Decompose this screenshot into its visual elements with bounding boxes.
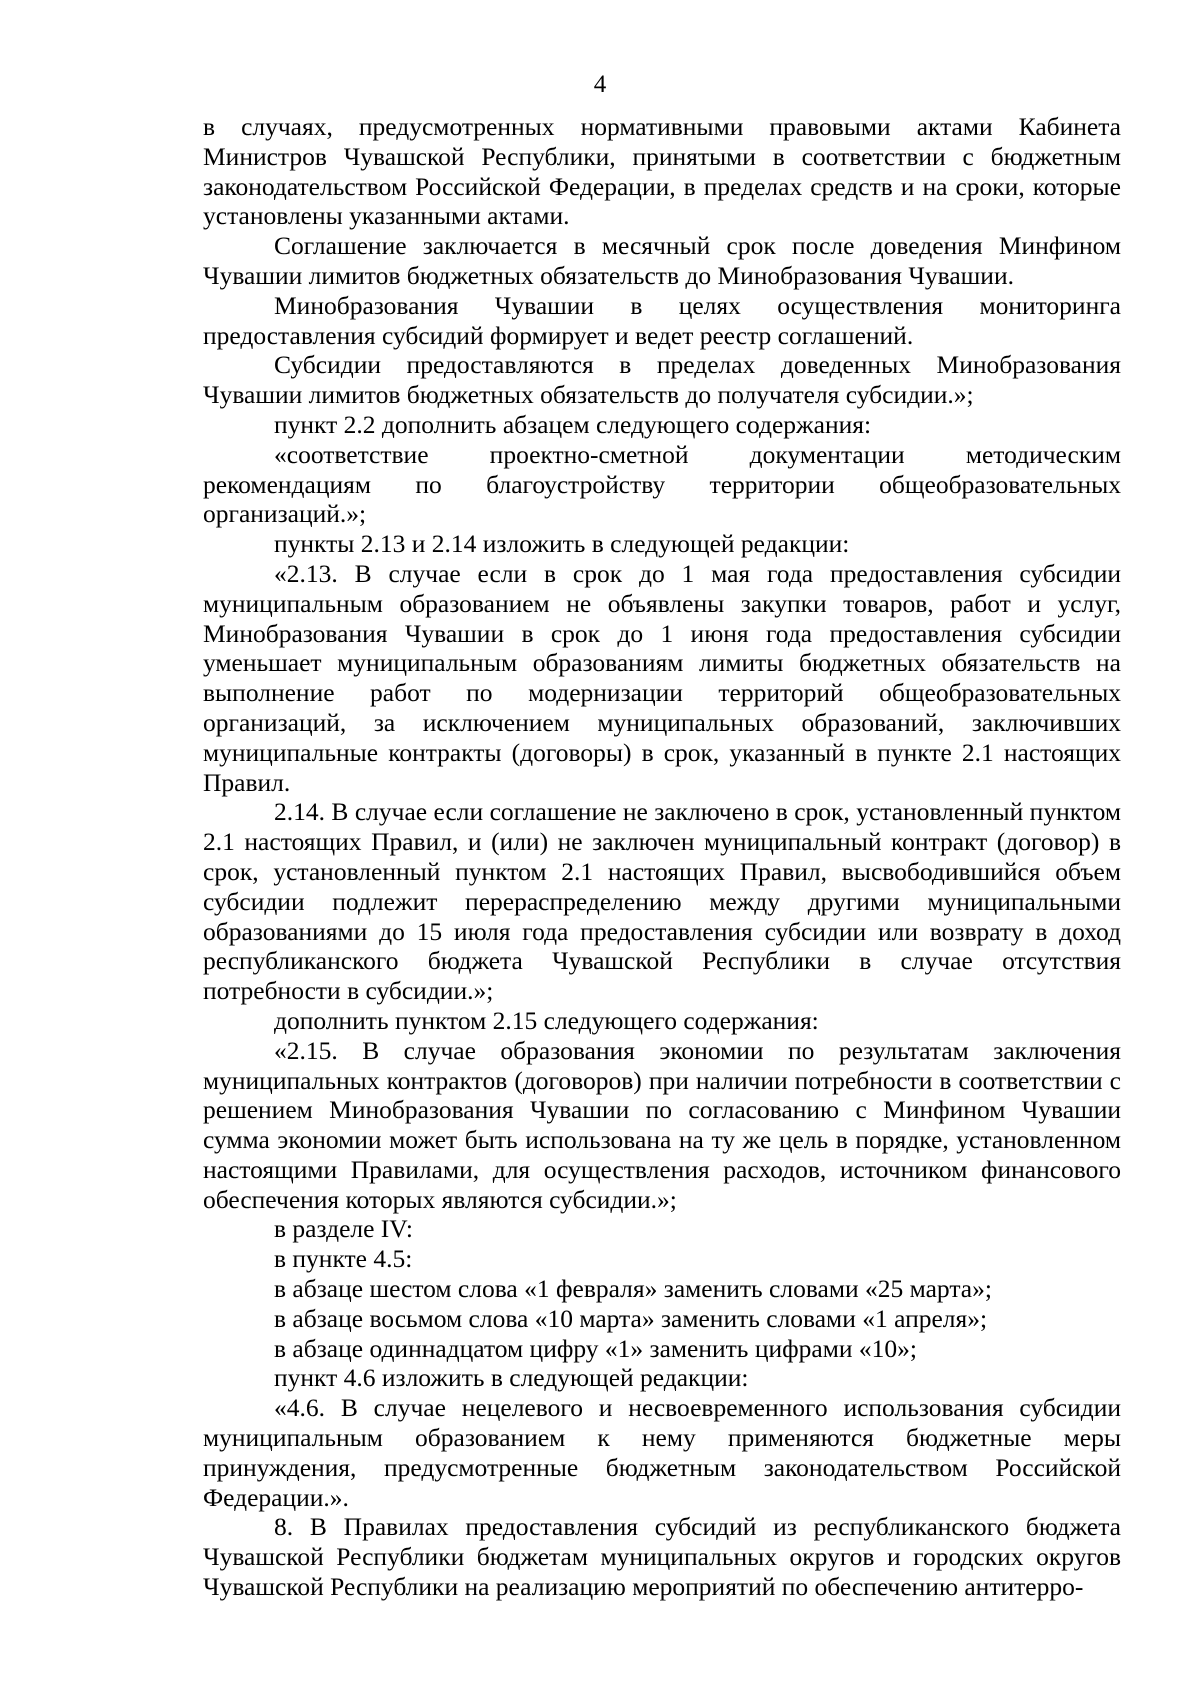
paragraph: пункт 4.6 изложить в следующей редакции: — [274, 1363, 749, 1393]
document-body — [203, 112, 1121, 1602]
paragraph: «2.15. В случае образования экономии по результатам заключения муниципальных контрактов (договоров) при наличии потребности в соответствии с решением Минобразования Чувашии по согласованию с Минфином Чувашии сумма экономии может быть использована на ту же цель в порядке, установленном настоящими Правилами, для осуществления расходов, источником финансового обеспечения которых являются субсидии.»; — [203, 1035, 1121, 1214]
paragraph: Субсидии предоставляются в пределах доведенных Минобразования Чувашии лимитов бюджетных обязательств до получателя субсидии.»; — [203, 350, 1121, 410]
page-number: 4 — [593, 71, 607, 98]
paragraph: 2.14. В случае если соглашение не заключено в срок, установленный пунктом 2.1 настоящих Правил, и (или) не заключен муниципальный контракт (договор) в срок, установленный пунктом 2.1 настоящих Правил, высвободившийся объем субсидии подлежит перераспределению между другими муниципальными образованиями до 15 июля года предоставления субсидии или возврату в доход республиканского бюджета Чувашской Республики в случае отсутствия потребности в субсидии.»; — [203, 797, 1121, 1006]
paragraph: в абзаце одиннадцатом цифру «1» заменить цифрами «10»; — [274, 1333, 917, 1363]
paragraph: пункты 2.13 и 2.14 изложить в следующей редакции: — [274, 529, 850, 559]
paragraph: «2.13. В случае если в срок до 1 мая года предоставления субсидии муниципальным образованием не объявлены закупки товаров, работ и услуг, Минобразования Чувашии в срок до 1 июня года предоставления субсидии уменьшает муниципальным образованиям лимиты бюджетных обязательств на выполнение работ по модернизации территорий общеобразовательных организаций, за исключением муниципальных образований, заключивших муниципальные контракты (договоры) в срок, указанный в пункте 2.1 настоящих Правил. — [203, 558, 1121, 797]
paragraph: в случаях, предусмотренных нормативными правовыми актами Кабинета Министров Чувашской Республики, принятыми в соответствии с бюджетным законодательством Российской Федерации, в пределах средств и на сроки, которые установлены указанными актами. — [203, 112, 1121, 231]
paragraph: в абзаце восьмом слова «10 марта» заменить словами «1 апреля»; — [274, 1303, 988, 1333]
paragraph: Минобразования Чувашии в целях осуществления мониторинга предоставления субсидий формирует и ведет реестр соглашений. — [203, 290, 1121, 350]
paragraph: Соглашение заключается в месячный срок после доведения Минфином Чувашии лимитов бюджетных обязательств до Минобразования Чувашии. — [203, 231, 1121, 290]
paragraph: «4.6. В случае нецелевого и несвоевременного использования субсидии муниципальным образованием к нему применяются бюджетные меры принуждения, предусмотренные бюджетным законодательством Российской Федерации.». — [203, 1393, 1121, 1512]
paragraph: в пункте 4.5: — [274, 1244, 413, 1274]
paragraph: пункт 2.2 дополнить абзацем следующего содержания: — [274, 409, 872, 439]
paragraph: в разделе IV: — [274, 1214, 413, 1244]
paragraph: 8. В Правилах предоставления субсидий из республиканского бюджета Чувашской Республики бюджетам муниципальных округов и городских округов Чувашской Республики на реализацию мероприятий по обеспечению антитерро- — [203, 1512, 1121, 1602]
paragraph: дополнить пунктом 2.15 следующего содержания: — [274, 1005, 819, 1035]
paragraph: в абзаце шестом слова «1 февраля» заменить словами «25 марта»; — [274, 1274, 992, 1304]
paragraph: «соответствие проектно-сметной документации методическим рекомендациям по благоустройству территории общеобразовательных организаций.»; — [203, 439, 1121, 529]
